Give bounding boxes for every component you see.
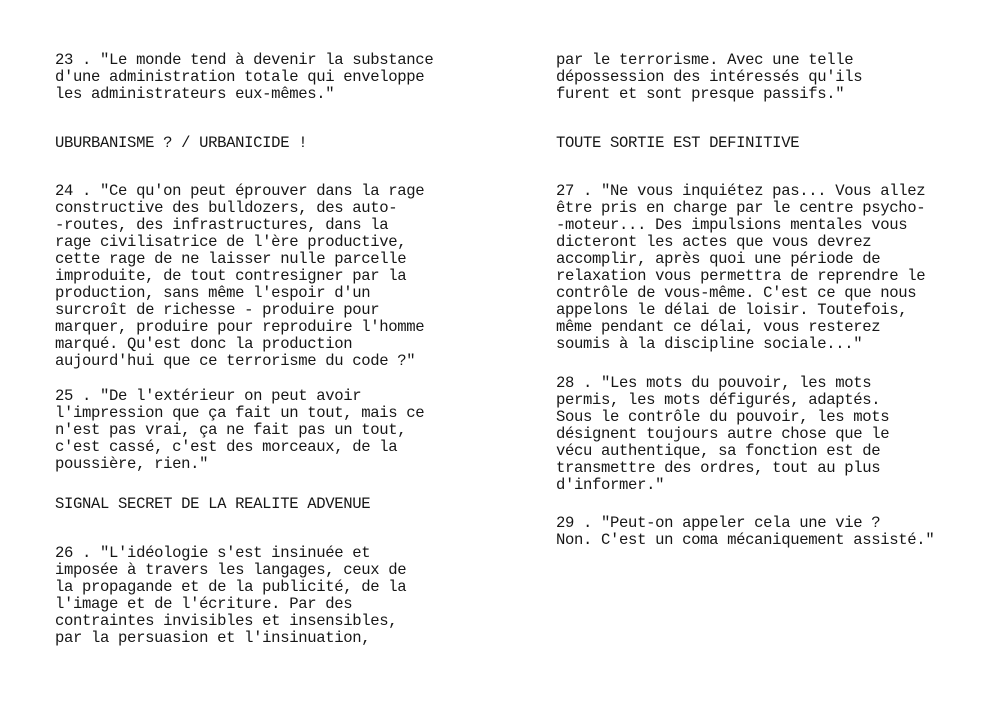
paragraph-line: dicteront les actes que vous devrez	[556, 233, 872, 251]
section-heading: UBURBANISME ? / URBANICIDE !	[55, 134, 308, 152]
paragraph-line: par la persuasion et l'insinuation,	[55, 629, 371, 647]
paragraph-line: par le terrorisme. Avec une telle	[556, 51, 854, 69]
paragraph-line: n'est pas vrai, ça ne fait pas un tout,	[55, 421, 407, 439]
paragraph-line: d'une administration totale qui enveloppe	[55, 68, 425, 86]
paragraph-line: d'informer."	[556, 476, 665, 494]
paragraph-line: 23 . "Le monde tend à devenir la substance	[55, 51, 434, 69]
paragraph-line: aujourd'hui que ce terrorisme du code ?"	[55, 352, 416, 370]
paragraph-line: l'impression que ça fait un tout, mais ce	[55, 404, 425, 422]
paragraph-line: même pendant ce délai, vous resterez	[556, 318, 881, 336]
section-heading: TOUTE SORTIE EST DEFINITIVE	[556, 134, 800, 152]
paragraph-line: être pris en charge par le centre psycho-	[556, 199, 926, 217]
section-heading: SIGNAL SECRET DE LA REALITE ADVENUE	[55, 495, 371, 513]
paragraph-line: vécu authentique, sa fonction est de	[556, 442, 881, 460]
paragraph-line: dépossession des intéressés qu'ils	[556, 68, 863, 86]
paragraph-line: permis, les mots défigurés, adaptés.	[556, 391, 881, 409]
paragraph-line: les administrateurs eux-mêmes."	[55, 85, 335, 103]
paragraph-line: 26 . "L'idéologie s'est insinuée et	[55, 544, 371, 562]
paragraph-line: appelons le délai de loisir. Toutefois,	[556, 301, 908, 319]
paragraph-line: l'image et de l'écriture. Par des	[55, 595, 353, 613]
paragraph-line: constructive des bulldozers, des auto-	[55, 199, 398, 217]
paragraph-line: contrôle de vous-même. C'est ce que nous	[556, 284, 917, 302]
paragraph-line: production, sans même l'espoir d'un	[55, 284, 371, 302]
paragraph-line: imposée à travers les langages, ceux de	[55, 561, 407, 579]
paragraph-line: surcroît de richesse - produire pour	[55, 301, 380, 319]
paragraph-line: désignent toujours autre chose que le	[556, 425, 890, 443]
paragraph-line: rage civilisatrice de l'ère productive,	[55, 233, 407, 251]
paragraph-line: 27 . "Ne vous inquiétez pas... Vous allez	[556, 182, 926, 200]
paragraph-line: 24 . "Ce qu'on peut éprouver dans la rage	[55, 182, 425, 200]
paragraph-line: poussière, rien."	[55, 455, 209, 473]
paragraph-line: marquer, produire pour reproduire l'homme	[55, 318, 425, 336]
paragraph-line: transmettre des ordres, tout au plus	[556, 459, 881, 477]
paragraph-line: Sous le contrôle du pouvoir, les mots	[556, 408, 890, 426]
paragraph-line: relaxation vous permettra de reprendre le	[556, 267, 926, 285]
paragraph-line: accomplir, après quoi une période de	[556, 250, 881, 268]
paragraph-line: la propagande et de la publicité, de la	[55, 578, 407, 596]
paragraph-line: c'est cassé, c'est des morceaux, de la	[55, 438, 398, 456]
paragraph-line: 29 . "Peut-on appeler cela une vie ?	[556, 514, 881, 532]
paragraph-line: contraintes invisibles et insensibles,	[55, 612, 398, 630]
paragraph-line: improduite, de tout contresigner par la	[55, 267, 407, 285]
paragraph-line: furent et sont presque passifs."	[556, 85, 845, 103]
paragraph-line: -moteur... Des impulsions mentales vous	[556, 216, 908, 234]
paragraph-line: 25 . "De l'extérieur on peut avoir	[55, 387, 362, 405]
paragraph-line: -routes, des infrastructures, dans la	[55, 216, 389, 234]
paragraph-line: soumis à la discipline sociale..."	[556, 335, 863, 353]
paragraph-line: Non. C'est un coma mécaniquement assisté."	[556, 531, 935, 549]
paragraph-line: 28 . "Les mots du pouvoir, les mots	[556, 374, 872, 392]
paragraph-line: cette rage de ne laisser nulle parcelle	[55, 250, 407, 268]
paragraph-line: marqué. Qu'est donc la production	[55, 335, 353, 353]
